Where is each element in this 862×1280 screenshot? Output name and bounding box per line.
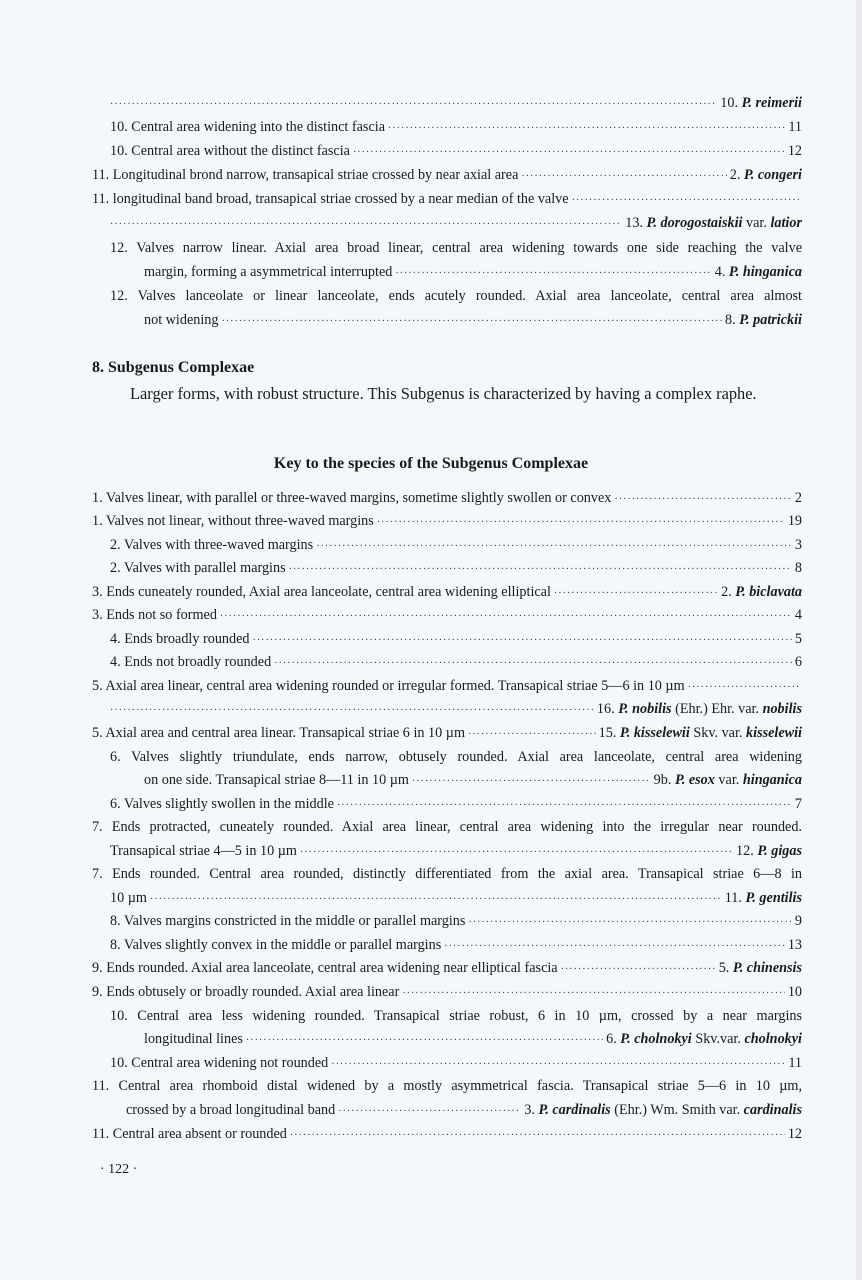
section-heading: 8. Subgenus Complexae [92, 359, 255, 376]
dot-leader [150, 890, 722, 910]
key-entry: 10. Central area widening not rounded ····· 11 [92, 1053, 802, 1073]
dot-leader [221, 312, 722, 332]
key-entry-line: 7. Ends rounded. Central area rounded, distinctly differentiated from the axial area. Transapical striae 6—8 in [92, 866, 802, 882]
section-paragraph: Larger forms, with robust structure. This Subgenus is characterized by having a complex raphe. [130, 384, 757, 403]
key-entry: 5. Axial area and central area linear. Transapical striae 6 in 10 µm ····· 15. P. kisselewii Skv. var. kisselewii [92, 723, 802, 743]
dot-leader [412, 772, 651, 792]
key-entry: longitudinal lines ····· 6. P. cholnokyi Skv.var. cholnokyi [92, 1029, 802, 1049]
dot-leader [688, 678, 799, 698]
key-entry-line: 7. Ends protracted, cuneately rounded. Axial area linear, central area widening into the irregular near rounded. [92, 819, 802, 835]
dot-leader [521, 167, 726, 187]
key-title: Key to the species of the Subgenus Complexae [273, 455, 589, 472]
key-entry: 10 µm ····· 11. P. gentilis [92, 888, 802, 908]
key-entry-line: 10. Central area less widening rounded. Transapical striae robust, 6 in 10 µm, crossed by a near margins [110, 1008, 802, 1024]
dot-leader [561, 960, 716, 980]
page-number: · 122 · [100, 1162, 138, 1177]
key-entry: 11. longitudinal band broad, transapical striae crossed by a near median of the valve ····· [92, 189, 802, 209]
key-entry-line: 11. Central area rhomboid distal widened by a mostly asymmetrical fascia. Transapical striae 5—6 in 10 µm, [92, 1078, 802, 1094]
key-entry: 11. Longitudinal brond narrow, transapical striae crossed by near axial area ····· 2. P. congeri [92, 165, 802, 185]
dot-leader [614, 490, 792, 510]
dot-leader [110, 215, 622, 235]
key-entry: 3. Ends not so formed ····· 4 [92, 605, 802, 625]
key-entry: 4. Ends not broadly rounded ····· 6 [92, 652, 802, 672]
dot-leader [444, 937, 785, 957]
key-entry: 9. Ends obtusely or broadly rounded. Axial area linear ····· 10 [92, 982, 802, 1002]
key-entry-line: 6. Valves slightly triundulate, ends narrow, obtusely rounded. Axial area lanceolate, central area widening [110, 749, 802, 765]
page-edge [856, 0, 862, 1280]
dot-leader [468, 913, 792, 933]
dot-leader [331, 1055, 785, 1075]
key-entry: margin, forming a asymmetrical interrupted ····· 4. P. hinganica [92, 262, 802, 282]
key-entry: 10. Central area without the distinct fascia ····· 12 [92, 141, 802, 161]
dot-leader [220, 607, 792, 627]
key-entry-line: 12. Valves narrow linear. Axial area broad linear, central area widening towards one side reaching the valve [110, 240, 802, 256]
key-entry: 9. Ends rounded. Axial area lanceolate, central area widening near elliptical fascia ····· 5. P. chinensis [92, 958, 802, 978]
dot-leader [337, 796, 792, 816]
dot-leader [554, 584, 718, 604]
key-entry-line: 12. Valves lanceolate or linear lanceolate, ends acutely rounded. Axial area lanceolate, central area almost [110, 288, 802, 304]
dot-leader [468, 725, 596, 745]
key-entry [92, 93, 802, 113]
key-entry: 5. Axial area linear, central area widening rounded or irregular formed. Transapical striae 5—6 in 10 µm ····· [92, 676, 802, 696]
dot-leader [110, 701, 594, 721]
dot-leader [395, 264, 711, 284]
dot-leader [316, 537, 792, 557]
dot-leader [290, 1126, 785, 1146]
key-entry: 10. Central area widening into the distinct fascia ····· 11 [92, 117, 802, 137]
key-entry: 2. Valves with three-waved margins ····· 3 [92, 535, 802, 555]
key-entry: 3. Ends cuneately rounded, Axial area lanceolate, central area widening elliptical ····· 2. P. biclavata [92, 582, 802, 602]
key-entry: 2. Valves with parallel margins ····· 8 [92, 558, 802, 578]
key-entry: on one side. Transapical striae 8—11 in 10 µm ····· 9b. P. esox var. hinganica [92, 770, 802, 790]
dot-leader [110, 95, 717, 115]
key-entry: 1. Valves linear, with parallel or three-waved margins, sometime slightly swollen or convex ····· 2 [92, 488, 802, 508]
dot-leader [377, 513, 785, 533]
key-entry: 11. Central area absent or rounded ····· 12 [92, 1124, 802, 1144]
key-entry: 1. Valves not linear, without three-waved margins ····· 19 [92, 511, 802, 531]
dot-leader [338, 1102, 521, 1122]
dot-leader [246, 1031, 603, 1051]
entry-target: 10. P. reimerii [720, 95, 802, 111]
key-entry: Transapical striae 4—5 in 10 µm ····· 12. P. gigas [92, 841, 802, 861]
key-entry: crossed by a broad longitudinal band ····· 3. P. cardinalis (Ehr.) Wm. Smith var. cardinalis [92, 1100, 802, 1120]
key-entry: 4. Ends broadly rounded ····· 5 [92, 629, 802, 649]
dot-leader [402, 984, 785, 1004]
dot-leader [300, 843, 733, 863]
key-entry: 8. Valves margins constricted in the middle or parallel margins ····· 9 [92, 911, 802, 931]
dot-leader [274, 654, 792, 674]
key-entry: ····· 16. P. nobilis (Ehr.) Ehr. var. nobilis [92, 699, 802, 719]
dot-leader [253, 631, 792, 651]
dot-leader [572, 191, 799, 211]
key-entry: 8. Valves slightly convex in the middle or parallel margins ····· 13 [92, 935, 802, 955]
dot-leader [289, 560, 792, 580]
dot-leader [388, 119, 785, 139]
key-entry: 6. Valves slightly swollen in the middle ····· 7 [92, 794, 802, 814]
dot-leader [353, 143, 785, 163]
key-entry: not widening ····· 8. P. patrickii [92, 310, 802, 330]
key-entry: ····· 13. P. dorogostaiskii var. latior [92, 213, 802, 233]
